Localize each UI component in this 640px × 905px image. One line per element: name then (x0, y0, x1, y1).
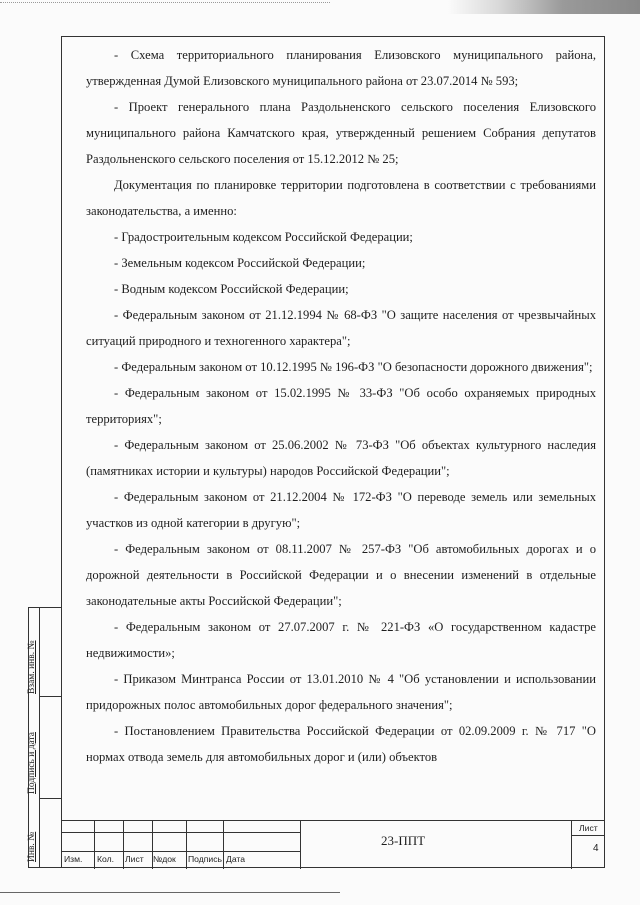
col-list: Лист (125, 854, 144, 864)
col-data: Дата (226, 854, 246, 864)
sheet-label: Лист (579, 823, 598, 833)
paragraph: Документация по планировке территории подготовлена в соответствии с требованиями законодательства, а именно: (86, 178, 596, 218)
margin-separator (39, 798, 62, 799)
col-ndok: №док (153, 854, 176, 864)
margin-separator (39, 696, 62, 697)
paragraph: - Приказом Минтранса России от 13.01.2010 № 4 "Об установлении и использовании придорожных полос автомобильных дорог федерального значения"; (86, 672, 596, 712)
paragraph: - Постановлением Правительства Российской Федерации от 02.09.2009 г. № 717 "О нормах отвода земель для автомобильных дорог и (или) объектов (86, 724, 596, 764)
col-kol: Кол. (97, 854, 114, 864)
left-margin-stamp (28, 607, 61, 868)
paragraph: - Федеральным законом от 25.06.2002 № 73-ФЗ "Об объектах культурного наследия (памятниках истории и культуры) народов Российской Федерации"; (86, 438, 596, 478)
document-code: 23-ППТ (381, 833, 426, 848)
paragraph: - Водным кодексом Российской Федерации; (114, 282, 349, 296)
stamp-col-line (571, 821, 572, 869)
paragraph: - Земельным кодексом Российской Федерации; (114, 256, 366, 270)
stamp-col-line (186, 821, 187, 869)
scan-bottom-rule (0, 892, 340, 893)
paragraph: - Федеральным законом от 21.12.2004 № 172-ФЗ "О переводе земель или земельных участков из одной категории в другую"; (86, 490, 596, 530)
paragraph: - Проект генерального плана Раздольненского сельского поселения Елизовского муниципального района Камчатского края, утвержденный решением Собрания депутатов Раздольненского сельского поселения от 15.12.2012 № 25; (86, 100, 596, 166)
col-izm: Изм. (64, 854, 83, 864)
paragraph: - Федеральным законом от 27.07.2007 г. № 221-ФЗ «О государственном кадастре недвижимости»; (86, 620, 596, 660)
paragraph: - Федеральным законом от 15.02.1995 № 33-ФЗ "Об особо охраняемых природных территориях"; (86, 386, 596, 426)
stamp-col-line (300, 821, 301, 869)
col-podpis: Подпись (188, 854, 223, 864)
stamp-col-line (223, 821, 224, 869)
paragraph: - Федеральным законом от 21.12.1994 № 68-ФЗ "О защите населения от чрезвычайных ситуаций природного и техногенного характера"; (86, 308, 596, 348)
podpis-label: Подпись и дата (27, 731, 37, 794)
stamp-col-line (123, 821, 124, 869)
sheet-number: 4 (593, 843, 599, 854)
paragraph: - Схема территориального планирования Елизовского муниципального района, утвержденная Думой Елизовского муниципального района от 23.07.2014 № 593; (86, 48, 596, 88)
document-body (86, 42, 596, 770)
stamp-row-line (61, 832, 300, 833)
vzam-inv-label: Взам. инв. № (27, 640, 37, 694)
paragraph: - Федеральным законом от 10.12.1995 № 196-ФЗ "О безопасности дорожного движения"; (114, 360, 593, 374)
inv-label: Инв. № (27, 831, 37, 862)
title-block (61, 820, 605, 868)
stamp-row-line (61, 851, 300, 852)
margin-divider (39, 608, 40, 867)
scan-edge-dots (0, 2, 330, 6)
paragraph: - Федеральным законом от 08.11.2007 № 257-ФЗ "Об автомобильных дорогах и о дорожной деятельности в Российской Федерации и о внесении изменений в отдельные законодательные акты Российской Федерации"; (86, 542, 596, 608)
paragraph: - Градостроительным кодексом Российской Федерации; (114, 230, 413, 244)
stamp-col-line (94, 821, 95, 869)
stamp-row-line (571, 835, 605, 836)
